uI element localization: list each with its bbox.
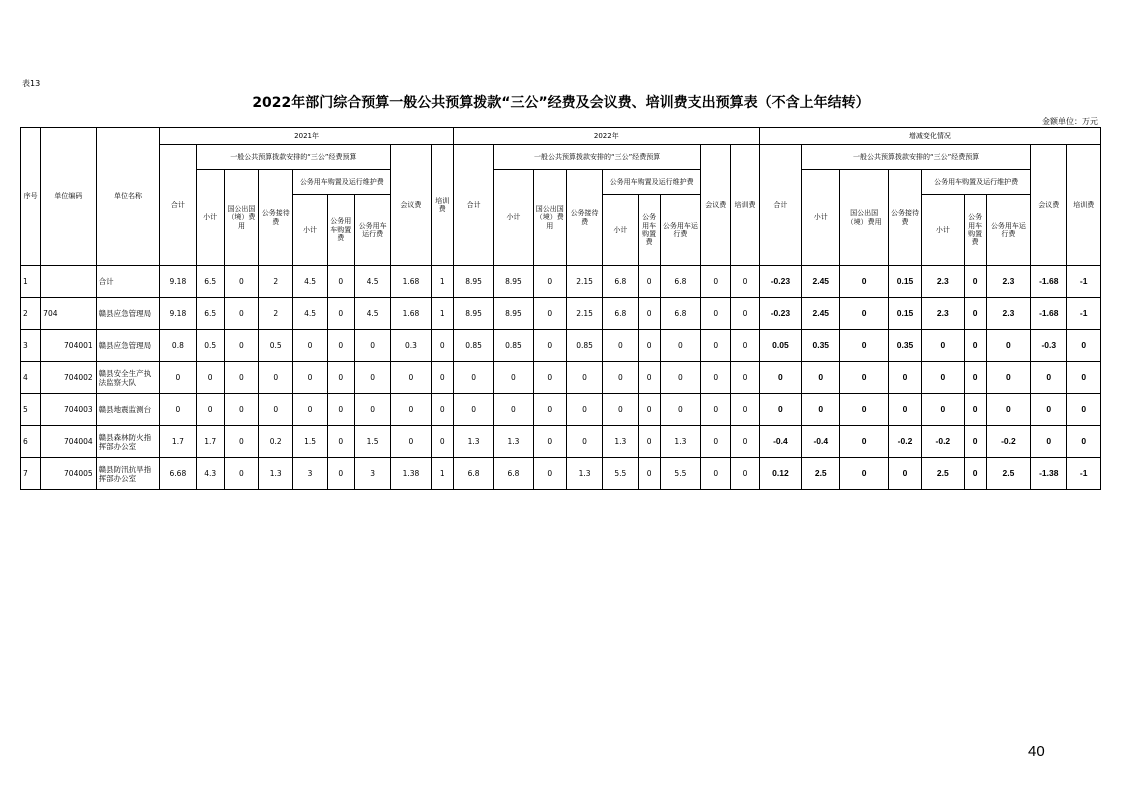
cell-2022: 0 xyxy=(638,298,660,330)
table-body xyxy=(21,266,1101,490)
header-abroad-2022: 国公出国（境）费用 xyxy=(533,170,566,266)
cell-2021: 0 xyxy=(327,458,354,490)
header-subtotal-2022: 小计 xyxy=(494,170,533,266)
cell-change: -0.2 xyxy=(888,426,921,458)
cell-change: 2.5 xyxy=(802,458,840,490)
cell-2021: 0.2 xyxy=(259,426,293,458)
cell-2022: 0.85 xyxy=(566,330,602,362)
cell-change: -1.68 xyxy=(1031,298,1067,330)
cell-2021: 6.5 xyxy=(196,298,224,330)
cell-2021: 0 xyxy=(224,426,258,458)
cell-2021: 0 xyxy=(391,426,431,458)
header-change: 增减变化情况 xyxy=(759,128,1100,145)
cell-2021: 2 xyxy=(259,298,293,330)
cell-change: 0 xyxy=(888,394,921,426)
header-total-2021: 合计 xyxy=(160,145,196,266)
row-unit-name: 赣县地震监测台 xyxy=(96,394,160,426)
header-sangong-2022: 一般公共预算拨款安排的“三公”经费预算 xyxy=(494,145,701,170)
header-meeting-2022: 会议费 xyxy=(701,145,731,266)
cell-2022: 0 xyxy=(566,362,602,394)
cell-2021: 1.7 xyxy=(160,426,196,458)
cell-2021: 1.38 xyxy=(391,458,431,490)
cell-2021: 0 xyxy=(224,266,258,298)
cell-2022: 6.8 xyxy=(603,298,638,330)
cell-2022: 0 xyxy=(533,298,566,330)
cell-2021: 0 xyxy=(431,362,453,394)
cell-change: 0 xyxy=(986,394,1030,426)
cell-2022: 1.3 xyxy=(453,426,493,458)
cell-2021: 0 xyxy=(327,394,354,426)
cell-2021: 0 xyxy=(391,394,431,426)
cell-2021: 6.68 xyxy=(160,458,196,490)
cell-change: 2.3 xyxy=(922,298,964,330)
cell-2022: 0 xyxy=(566,394,602,426)
cell-2021: 0.8 xyxy=(160,330,196,362)
budget-table xyxy=(20,127,1101,490)
header-abroad-2021: 国公出国（境）费用 xyxy=(224,170,258,266)
cell-change: 0 xyxy=(802,362,840,394)
table-row xyxy=(21,362,1101,394)
cell-2021: 4.5 xyxy=(354,298,390,330)
row-unit-name: 合计 xyxy=(96,266,160,298)
table-row xyxy=(21,266,1101,298)
header-abroad-change: 国公出国（境）费用 xyxy=(840,170,888,266)
cell-change: 0 xyxy=(964,298,986,330)
cell-change: 2.3 xyxy=(986,266,1030,298)
cell-2021: 0.3 xyxy=(391,330,431,362)
cell-2021: 0 xyxy=(224,330,258,362)
cell-2022: 6.8 xyxy=(453,458,493,490)
cell-2022: 8.95 xyxy=(494,266,533,298)
cell-2022: 0 xyxy=(533,426,566,458)
cell-change: -1 xyxy=(1067,266,1101,298)
cell-2022: 1.3 xyxy=(566,458,602,490)
cell-2021: 0 xyxy=(293,394,327,426)
row-unit-name: 赣县应急管理局 xyxy=(96,330,160,362)
cell-change: 0 xyxy=(964,362,986,394)
cell-change: 0 xyxy=(840,426,888,458)
row-unit-code xyxy=(41,266,97,298)
cell-2022: 0 xyxy=(701,394,731,426)
cell-change: 0 xyxy=(1067,426,1101,458)
cell-2022: 6.8 xyxy=(494,458,533,490)
cell-change: 0 xyxy=(964,394,986,426)
cell-2022: 0 xyxy=(731,298,759,330)
row-seq: 3 xyxy=(21,330,41,362)
cell-change: 0 xyxy=(1067,362,1101,394)
cell-2021: 0 xyxy=(224,298,258,330)
cell-2021: 0 xyxy=(224,394,258,426)
page-number: 40 xyxy=(1028,743,1045,760)
cell-2021: 0 xyxy=(327,266,354,298)
header-total-2022: 合计 xyxy=(453,145,493,266)
header-sangong-2021: 一般公共预算拨款安排的“三公”经费预算 xyxy=(196,145,391,170)
cell-2021: 0 xyxy=(431,394,453,426)
header-unit-name: 单位名称 xyxy=(96,128,160,266)
cell-2022: 0 xyxy=(660,394,700,426)
cell-2022: 0 xyxy=(731,362,759,394)
cell-change: 0 xyxy=(964,266,986,298)
row-unit-code: 704 xyxy=(41,298,97,330)
row-unit-name: 赣县防汛抗旱指挥部办公室 xyxy=(96,458,160,490)
header-veh-purchase-change: 公务用车购置费 xyxy=(964,195,986,266)
cell-change: 0 xyxy=(1031,426,1067,458)
cell-change: 2.5 xyxy=(986,458,1030,490)
table-row xyxy=(21,330,1101,362)
cell-change: 0 xyxy=(922,330,964,362)
cell-change: 0 xyxy=(964,458,986,490)
table-row xyxy=(21,426,1101,458)
cell-change: -1 xyxy=(1067,458,1101,490)
header-reception-2021: 公务接待费 xyxy=(259,170,293,266)
table-row xyxy=(21,394,1101,426)
cell-2021: 4.5 xyxy=(354,266,390,298)
cell-change: 0.12 xyxy=(759,458,801,490)
cell-change: 0 xyxy=(922,362,964,394)
cell-change: -1 xyxy=(1067,298,1101,330)
cell-2022: 0 xyxy=(638,362,660,394)
header-veh-purchase-2021: 公务用车购置费 xyxy=(327,195,354,266)
cell-2022: 8.95 xyxy=(453,298,493,330)
cell-2022: 2.15 xyxy=(566,266,602,298)
cell-2022: 8.95 xyxy=(494,298,533,330)
row-seq: 1 xyxy=(21,266,41,298)
cell-2022: 0 xyxy=(638,426,660,458)
cell-change: 2.45 xyxy=(802,298,840,330)
header-vehicle-2022: 公务用车购置及运行维护费 xyxy=(603,170,701,195)
cell-2022: 6.8 xyxy=(603,266,638,298)
amount-unit-label: 金额单位：万元 xyxy=(1042,117,1098,126)
row-unit-code: 704003 xyxy=(41,394,97,426)
cell-change: 2.3 xyxy=(986,298,1030,330)
header-veh-subtotal-2021: 小计 xyxy=(293,195,327,266)
cell-change: 0 xyxy=(888,362,921,394)
cell-2021: 0 xyxy=(196,362,224,394)
row-seq: 4 xyxy=(21,362,41,394)
cell-2021: 0 xyxy=(327,426,354,458)
cell-change: 0 xyxy=(1067,330,1101,362)
cell-2022: 0 xyxy=(701,298,731,330)
cell-change: 0 xyxy=(802,394,840,426)
cell-2021: 0 xyxy=(293,362,327,394)
header-subtotal-2021: 小计 xyxy=(196,170,224,266)
cell-2021: 1 xyxy=(431,298,453,330)
cell-change: -0.4 xyxy=(802,426,840,458)
cell-change: -0.2 xyxy=(986,426,1030,458)
cell-2021: 1 xyxy=(431,266,453,298)
cell-change: 0 xyxy=(840,266,888,298)
row-unit-name: 赣县安全生产执法监察大队 xyxy=(96,362,160,394)
cell-change: 2.5 xyxy=(922,458,964,490)
cell-2021: 3 xyxy=(354,458,390,490)
cell-change: 0.15 xyxy=(888,266,921,298)
cell-2022: 1.3 xyxy=(660,426,700,458)
cell-2022: 0 xyxy=(701,330,731,362)
header-veh-running-2021: 公务用车运行费 xyxy=(354,195,390,266)
cell-2021: 0 xyxy=(327,362,354,394)
cell-2022: 0 xyxy=(731,458,759,490)
cell-change: 0 xyxy=(1031,362,1067,394)
cell-2022: 0 xyxy=(731,426,759,458)
cell-2021: 0 xyxy=(160,394,196,426)
cell-2021: 9.18 xyxy=(160,266,196,298)
cell-2022: 0 xyxy=(603,330,638,362)
cell-2021: 6.5 xyxy=(196,266,224,298)
cell-2022: 0 xyxy=(603,394,638,426)
header-unit-code: 单位编码 xyxy=(41,128,97,266)
cell-change: -1.68 xyxy=(1031,266,1067,298)
cell-2021: 0 xyxy=(160,362,196,394)
cell-2022: 0 xyxy=(533,266,566,298)
cell-2022: 0 xyxy=(453,362,493,394)
cell-2021: 4.5 xyxy=(293,298,327,330)
header-meeting-2021: 会议费 xyxy=(391,145,431,266)
header-reception-change: 公务接待费 xyxy=(888,170,921,266)
header-reception-2022: 公务接待费 xyxy=(566,170,602,266)
cell-2021: 0 xyxy=(327,330,354,362)
cell-2022: 0 xyxy=(701,266,731,298)
cell-2022: 0 xyxy=(701,458,731,490)
cell-2022: 0 xyxy=(701,362,731,394)
header-sangong-change: 一般公共预算拨款安排的“三公”经费预算 xyxy=(802,145,1031,170)
cell-2022: 5.5 xyxy=(660,458,700,490)
cell-2022: 0.85 xyxy=(494,330,533,362)
cell-2022: 0 xyxy=(731,330,759,362)
cell-2021: 0 xyxy=(196,394,224,426)
cell-2021: 4.3 xyxy=(196,458,224,490)
table-number-label: 表13 xyxy=(22,79,41,88)
cell-change: -0.23 xyxy=(759,298,801,330)
cell-2021: 2 xyxy=(259,266,293,298)
header-year-2022: 2022年 xyxy=(453,128,759,145)
cell-change: 0.05 xyxy=(759,330,801,362)
cell-2022: 8.95 xyxy=(453,266,493,298)
cell-2022: 5.5 xyxy=(603,458,638,490)
header-veh-running-change: 公务用车运行费 xyxy=(986,195,1030,266)
row-unit-code: 704002 xyxy=(41,362,97,394)
cell-2021: 1.68 xyxy=(391,266,431,298)
header-meeting-change: 会议费 xyxy=(1031,145,1067,266)
cell-2021: 0 xyxy=(354,362,390,394)
cell-2022: 0 xyxy=(533,362,566,394)
table-row xyxy=(21,298,1101,330)
cell-2021: 0 xyxy=(259,362,293,394)
cell-2022: 1.3 xyxy=(494,426,533,458)
cell-change: 0 xyxy=(986,362,1030,394)
cell-change: 0 xyxy=(759,394,801,426)
header-veh-running-2022: 公务用车运行费 xyxy=(660,195,700,266)
cell-change: 0.35 xyxy=(802,330,840,362)
header-vehicle-2021: 公务用车购置及运行维护费 xyxy=(293,170,391,195)
header-veh-purchase-2022: 公务用车购置费 xyxy=(638,195,660,266)
cell-2021: 0 xyxy=(354,330,390,362)
cell-2022: 0 xyxy=(566,426,602,458)
header-training-change: 培训费 xyxy=(1067,145,1101,266)
cell-2021: 0 xyxy=(431,426,453,458)
cell-change: 0 xyxy=(840,330,888,362)
cell-2022: 0 xyxy=(453,394,493,426)
cell-2021: 0 xyxy=(327,298,354,330)
cell-change: 0 xyxy=(922,394,964,426)
cell-change: 0 xyxy=(1031,394,1067,426)
cell-2021: 1.5 xyxy=(354,426,390,458)
cell-2022: 0 xyxy=(638,458,660,490)
cell-2022: 0.85 xyxy=(453,330,493,362)
row-unit-code: 704001 xyxy=(41,330,97,362)
header-training-2022: 培训费 xyxy=(731,145,759,266)
header-training-2021: 培训费 xyxy=(431,145,453,266)
cell-change: -1.38 xyxy=(1031,458,1067,490)
cell-2021: 1.68 xyxy=(391,298,431,330)
cell-change: 0 xyxy=(759,362,801,394)
cell-2021: 0 xyxy=(354,394,390,426)
cell-change: -0.23 xyxy=(759,266,801,298)
cell-change: -0.3 xyxy=(1031,330,1067,362)
row-seq: 2 xyxy=(21,298,41,330)
cell-2021: 0.5 xyxy=(196,330,224,362)
cell-2022: 6.8 xyxy=(660,266,700,298)
cell-2021: 0.5 xyxy=(259,330,293,362)
cell-2022: 0 xyxy=(638,330,660,362)
cell-2021: 9.18 xyxy=(160,298,196,330)
cell-2021: 0 xyxy=(293,330,327,362)
cell-2022: 1.3 xyxy=(603,426,638,458)
cell-change: 0 xyxy=(986,330,1030,362)
row-unit-code: 704004 xyxy=(41,426,97,458)
header-veh-subtotal-change: 小计 xyxy=(922,195,964,266)
cell-change: 0.15 xyxy=(888,298,921,330)
cell-2022: 0 xyxy=(494,394,533,426)
cell-change: 0 xyxy=(840,298,888,330)
document-title: 2022年部门综合预算一般公共预算拨款“三公”经费及会议费、培训费支出预算表（不含上年结转） xyxy=(252,95,870,111)
cell-2022: 6.8 xyxy=(660,298,700,330)
cell-2021: 1.5 xyxy=(293,426,327,458)
cell-2021: 1.7 xyxy=(196,426,224,458)
header-veh-subtotal-2022: 小计 xyxy=(603,195,638,266)
row-unit-name: 赣县应急管理局 xyxy=(96,298,160,330)
cell-2022: 0 xyxy=(731,266,759,298)
cell-2021: 0 xyxy=(224,458,258,490)
cell-change: 0 xyxy=(964,426,986,458)
cell-change: 0 xyxy=(888,458,921,490)
row-seq: 5 xyxy=(21,394,41,426)
header-seq: 序号 xyxy=(21,128,41,266)
row-unit-code: 704005 xyxy=(41,458,97,490)
cell-2022: 2.15 xyxy=(566,298,602,330)
cell-change: 0.35 xyxy=(888,330,921,362)
cell-change: 2.3 xyxy=(922,266,964,298)
cell-change: 0 xyxy=(840,394,888,426)
cell-change: 0 xyxy=(1067,394,1101,426)
cell-2022: 0 xyxy=(533,330,566,362)
cell-change: 2.45 xyxy=(802,266,840,298)
cell-2022: 0 xyxy=(533,394,566,426)
table-row xyxy=(21,458,1101,490)
cell-2021: 0 xyxy=(259,394,293,426)
cell-2022: 0 xyxy=(701,426,731,458)
cell-change: 0 xyxy=(840,362,888,394)
row-unit-name: 赣县森林防火指挥部办公室 xyxy=(96,426,160,458)
cell-2022: 0 xyxy=(638,266,660,298)
header-year-2021: 2021年 xyxy=(160,128,454,145)
header-total-change: 合计 xyxy=(759,145,801,266)
header-subtotal-change: 小计 xyxy=(802,170,840,266)
cell-change: 0 xyxy=(964,330,986,362)
cell-change: -0.4 xyxy=(759,426,801,458)
row-seq: 7 xyxy=(21,458,41,490)
row-seq: 6 xyxy=(21,426,41,458)
cell-change: -0.2 xyxy=(922,426,964,458)
cell-2022: 0 xyxy=(638,394,660,426)
cell-2022: 0 xyxy=(603,362,638,394)
cell-2022: 0 xyxy=(533,458,566,490)
cell-2022: 0 xyxy=(660,330,700,362)
header-vehicle-change: 公务用车购置及运行维护费 xyxy=(922,170,1031,195)
cell-2021: 4.5 xyxy=(293,266,327,298)
cell-2021: 0 xyxy=(224,362,258,394)
cell-2021: 0 xyxy=(391,362,431,394)
cell-2021: 3 xyxy=(293,458,327,490)
cell-2021: 0 xyxy=(431,330,453,362)
cell-change: 0 xyxy=(840,458,888,490)
cell-2022: 0 xyxy=(660,362,700,394)
cell-2022: 0 xyxy=(731,394,759,426)
cell-2022: 0 xyxy=(494,362,533,394)
cell-2021: 1 xyxy=(431,458,453,490)
cell-2021: 1.3 xyxy=(259,458,293,490)
